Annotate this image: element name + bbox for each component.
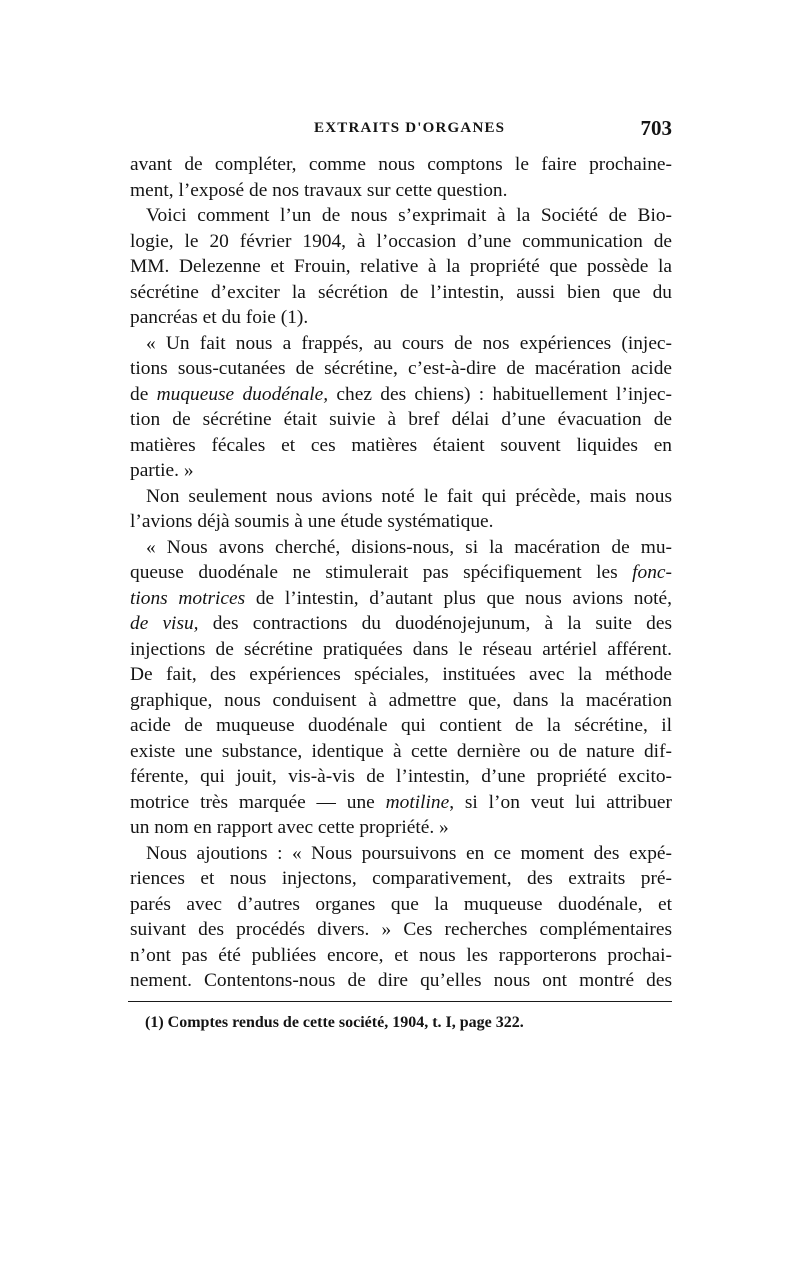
text-line: existe une substance, identique à cette dernière ou de nature dif- [130, 740, 672, 762]
text-line: sécrétine d’exciter la sécrétion de l’intestin, aussi bien que du [130, 281, 672, 303]
text-line: matières fécales et ces matières étaient souvent liquides en [130, 434, 672, 456]
text-line [130, 560, 672, 586]
italic-term: motiline [385, 791, 450, 813]
text-line [130, 586, 672, 612]
text-segment: chez des chiens) : habituellement l’injec- [328, 383, 672, 405]
text-line: nement. Contentons-nous de dire qu’elles nous ont montré des [130, 970, 672, 991]
text-line: parés avec d’autres organes que la muqueuse duodénale, et [130, 893, 672, 915]
text-line: Non seulement nous avions noté le fait qui précède, mais nous [146, 485, 672, 507]
italic-term: de visu, [130, 613, 199, 634]
text-line: acide de muqueuse duodénale qui contient de la sécrétine, il [130, 715, 672, 736]
text-line: « Nous avons cherché, disions-nous, si la macération de mu- [146, 536, 672, 558]
footnote-divider [128, 1001, 672, 1002]
text-line [130, 611, 672, 637]
text-line: graphique, nous conduisent à admettre que, dans la macération [130, 689, 672, 711]
text-line: riences et nous injectons, comparativement, des extraits pré- [130, 868, 672, 889]
text-line: Nous ajoutions : « Nous poursuivons en ce moment des expé- [146, 842, 672, 864]
text-segment: de l’intestin, d’autant plus que nous avions noté, [245, 587, 672, 609]
text-line: férente, qui jouit, vis-à-vis de l’intestin, d’une propriété excito- [130, 766, 672, 787]
text-line: n’ont pas été publiées encore, et nous les rapporterons prochai- [130, 944, 672, 966]
italic-term: muqueuse duodénale, [156, 383, 329, 405]
text-line: Voici comment l’un de nous s’exprimait à la Société de Bio- [146, 205, 672, 226]
text-line: De fait, des expériences spéciales, instituées avec la méthode [130, 664, 672, 685]
text-segment: des contractions du duodénojejunum, à la suite des [198, 613, 672, 634]
text-line: partie. » [130, 460, 194, 481]
footnote: (1) Comptes rendus de cette société, 1904, t. I, page 322. [145, 1014, 524, 1031]
text-line: injections de sécrétine pratiquées dans le réseau artériel afférent. [130, 638, 672, 660]
text-line: « Un fait nous a frappés, au cours de nos expériences (injec- [146, 332, 672, 354]
text-line: tion de sécrétine était suivie à bref délai d’une évacuation de [130, 409, 672, 430]
italic-term: tions motrices [130, 587, 246, 609]
running-title: EXTRAITS D'ORGANES [314, 120, 506, 136]
text-segment: de [130, 383, 157, 405]
running-head [130, 116, 672, 142]
text-line: logie, le 20 février 1904, à l’occasion d’une communication de [130, 230, 672, 252]
text-line: l’avions déjà soumis à une étude systématique. [130, 511, 494, 532]
text-line: suivant des procédés divers. » Ces recherches complémentaires [130, 919, 672, 940]
text-segment: queuse duodénale ne stimulerait pas spécifiquement les [130, 562, 633, 583]
text-line: motrice très marquée — une motiline, si l’on veut lui attribuer [130, 791, 672, 813]
italic-term: fonc- [632, 562, 672, 583]
text-line: pancréas et du foie (1). [130, 307, 309, 328]
text-line: avant de compléter, comme nous comptons le faire prochaine- [130, 154, 672, 175]
text-line [130, 382, 672, 408]
text-line: un nom en rapport avec cette propriété. » [130, 817, 449, 838]
text-line: ment, l’exposé de nos travaux sur cette question. [130, 179, 508, 201]
text-line: MM. Delezenne et Frouin, relative à la propriété que possède la [130, 256, 672, 277]
page-number: 703 [640, 116, 672, 140]
text-line: tions sous-cutanées de sécrétine, c’est-à-dire de macération acide [130, 358, 672, 379]
body-text [130, 152, 672, 994]
